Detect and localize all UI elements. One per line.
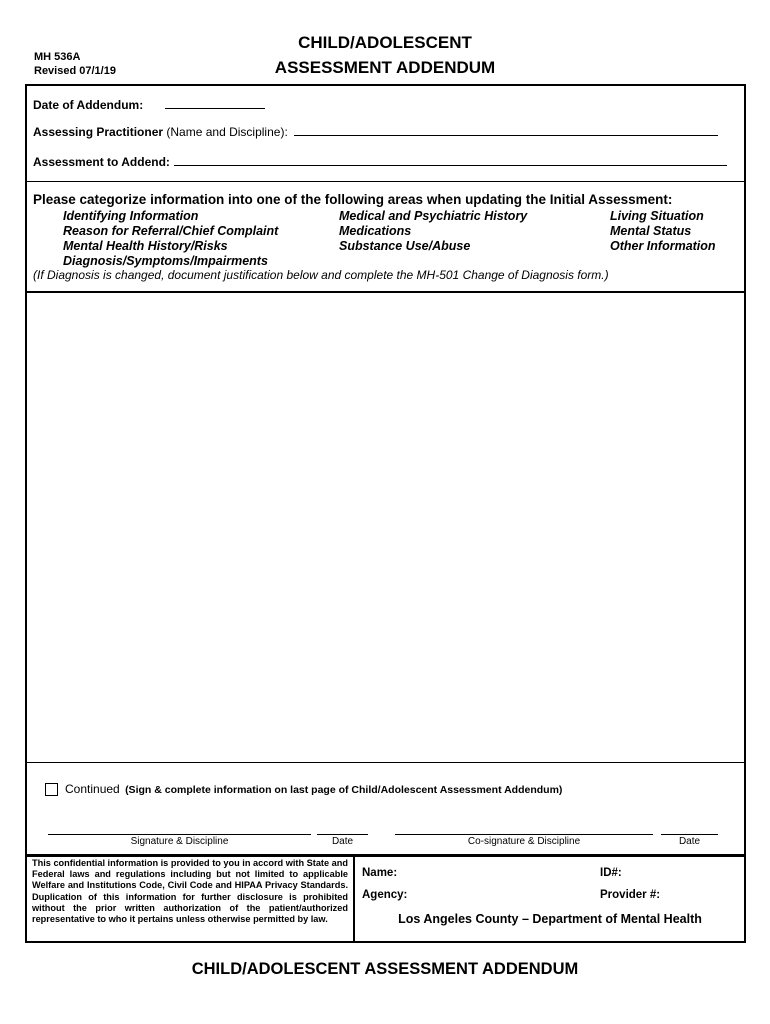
name-label: Name: — [362, 867, 398, 879]
divider — [26, 181, 745, 182]
category-item: Substance Use/Abuse — [339, 239, 471, 253]
categories-col-1 — [63, 209, 278, 269]
revised-date: Revised 07/1/19 — [34, 65, 116, 77]
continued-row — [65, 782, 562, 796]
category-item: Other Information — [610, 239, 716, 253]
practitioner-hint: (Name and Discipline): — [163, 125, 288, 139]
category-item: Medical and Psychiatric History — [339, 209, 528, 223]
continued-note: (Sign & complete information on last page of Child/Adolescent Assessment Addendum) — [125, 784, 563, 796]
category-item: Reason for Referral/Chief Complaint — [63, 224, 279, 238]
category-item: Mental Health History/Risks — [63, 239, 228, 253]
category-item: Identifying Information — [63, 209, 199, 223]
category-item: Living Situation — [610, 209, 704, 223]
practitioner-field[interactable] — [294, 123, 718, 136]
confidentiality-notice: This confidential information is provided to you in accord with State and Federal laws and regulations including but not limited to applicable Welfare and Institutions Code, Civil Code and HIPAA Privacy Standards. Duplication of this information for further disclosure is prohibited without the prior written authorization of the patient/authorized representative to who it pertains unless otherwise permitted by law. — [32, 858, 348, 925]
practitioner-label: Assessing Practitioner — [33, 125, 164, 139]
categories-col-3 — [610, 209, 716, 254]
signature-line[interactable]: Signature & Discipline — [48, 834, 311, 847]
category-item: Medications — [339, 224, 412, 238]
assessment-row — [33, 153, 727, 169]
agency-label: Agency: — [362, 889, 408, 901]
bottom-title: CHILD/ADOLESCENT ASSESSMENT ADDENDUM — [191, 960, 579, 978]
department-name: Los Angeles County – Department of Mental Health — [398, 912, 702, 926]
title-line-2: ASSESSMENT ADDENDUM — [274, 58, 496, 77]
date-label: Date of Addendum: — [33, 98, 144, 112]
title-line-1: CHILD/ADOLESCENT — [298, 33, 472, 52]
cosignature-date-line[interactable]: Date — [661, 834, 718, 847]
divider — [26, 762, 745, 763]
continued-checkbox[interactable] — [45, 783, 58, 796]
signature-date-line[interactable]: Date — [317, 834, 368, 847]
category-item: Diagnosis/Symptoms/Impairments — [63, 254, 268, 268]
id-label: ID#: — [600, 867, 622, 879]
date-field[interactable] — [165, 96, 265, 109]
divider — [26, 291, 745, 293]
provider-label: Provider #: — [600, 889, 661, 901]
cosignature-line[interactable]: Co-signature & Discipline — [395, 834, 653, 847]
form-code: MH 536A — [34, 51, 81, 63]
categories-col-2 — [339, 209, 527, 254]
footer-divider — [353, 857, 355, 942]
practitioner-row — [33, 123, 718, 139]
assessment-field[interactable] — [174, 153, 727, 166]
categories-heading: Please categorize information into one of the following areas when updating the Initial Assessment: — [33, 192, 673, 207]
assessment-label: Assessment to Addend: — [33, 155, 170, 169]
continued-label: Continued — [65, 782, 120, 796]
date-row — [33, 96, 265, 112]
category-item: Mental Status — [610, 224, 692, 238]
diagnosis-note: (If Diagnosis is changed, document justification below and complete the MH-501 Change of Diagnosis form.) — [33, 268, 609, 282]
addendum-text-area[interactable] — [28, 295, 743, 760]
